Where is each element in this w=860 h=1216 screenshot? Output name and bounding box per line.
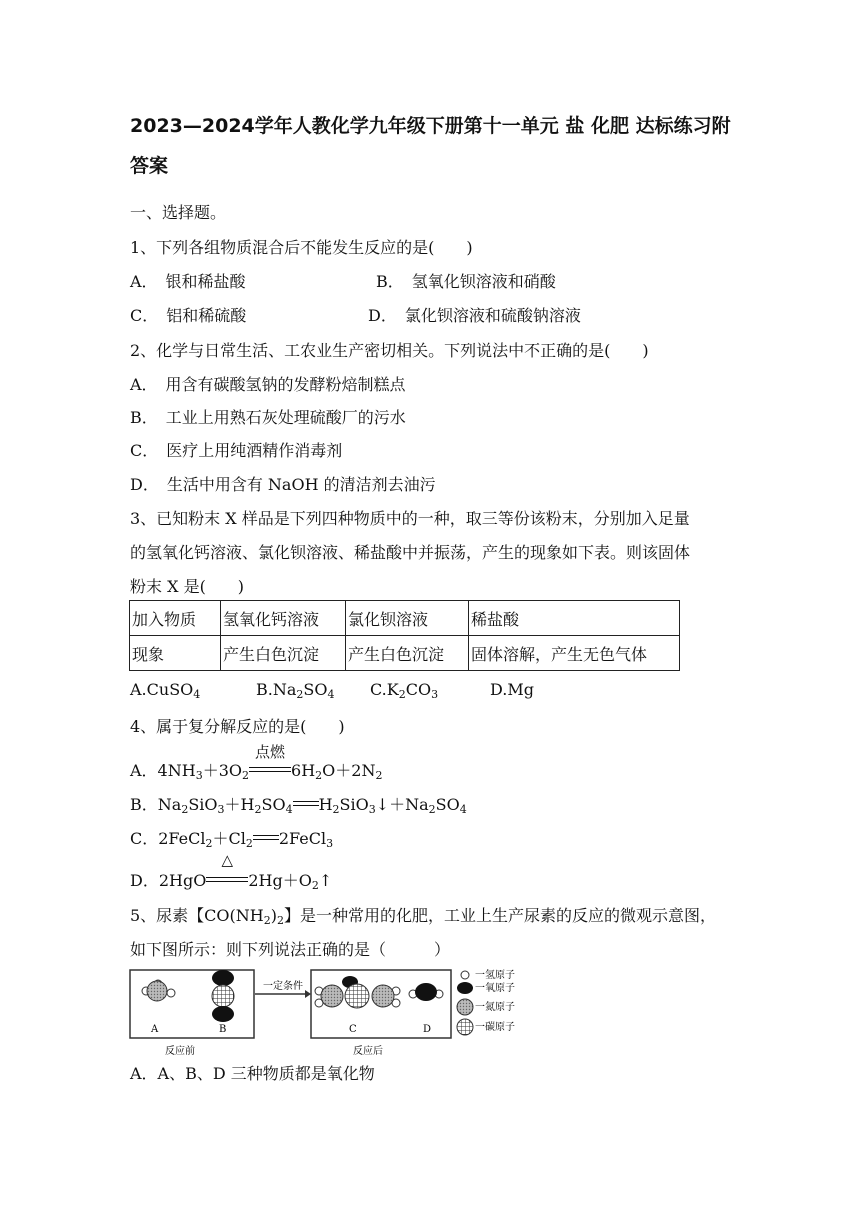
question-2-stem: 2、化学与日常生活、工农业生产密切相关。下列说法中不正确的是( ) [130, 341, 649, 360]
before-caption: 反应前 [165, 1046, 195, 1057]
q3-option-a: A.CuSO$_4$ [130, 680, 201, 701]
q2-option-b: B． 工业上用熟石灰处理硫酸厂的污水 [130, 408, 406, 427]
legend-oxygen: 一氧原子 [475, 983, 515, 994]
q1-option-c: C． 铝和稀硫酸 [130, 306, 247, 325]
table-cell: 加入物质 [130, 601, 221, 636]
question-5-line1: 5、尿素【$CO(NH_2)_2$】是一种常用的化肥，工业上生产尿素的反应的微观示意图， [130, 906, 717, 927]
molecule-c [315, 976, 400, 1008]
table-cell: 氢氧化钙溶液 [221, 601, 346, 636]
table-cell: 产生白色沉淀 [346, 636, 469, 671]
molecule-b [212, 970, 234, 1022]
question-3-line1: 3、已知粉末 X 样品是下列四种物质中的一种，取三等份该粉末，分别加入足量 [130, 509, 690, 528]
question-1-stem: 1、下列各组物质混合后不能发生反应的是( ) [130, 238, 473, 257]
table-cell: 现象 [130, 636, 221, 671]
q1-option-b: B． 氢氧化钡溶液和硝酸 [376, 272, 556, 291]
q1-option-a: A． 银和稀盐酸 [130, 272, 246, 291]
q1-option-d: D． 氯化钡溶液和硫酸钠溶液 [368, 306, 581, 325]
arrow-label: 一定条件 [263, 981, 303, 992]
reaction-condition [249, 743, 291, 780]
legend-hydrogen: 一氢原子 [475, 970, 515, 981]
before-box [130, 970, 254, 1038]
q4-option-d: D．2HgO △ $2Hg+O_2↑$ [130, 851, 333, 892]
reaction-micro-diagram [129, 966, 541, 1058]
q3-results-table [129, 600, 680, 671]
reaction-condition [206, 851, 248, 890]
question-5-line2: 如下图所示：则下列说法正确的是（ ） [130, 940, 451, 959]
label-a: A [151, 1024, 159, 1035]
q5-option-a: A．A、B、D 三种物质都是氧化物 [130, 1064, 375, 1083]
question-3-line3: 粉末 X 是( ) [130, 577, 245, 596]
table-cell: 氯化钡溶液 [346, 601, 469, 636]
table-cell: 固体溶解，产生无色气体 [469, 636, 680, 671]
legend-nitrogen: 一氮原子 [475, 1002, 515, 1013]
label-c: C [349, 1024, 357, 1035]
condition-label: 点燃 [255, 743, 286, 761]
q4-option-a: A．$4NH_3+3O_2$ 点燃 $6H_2O+2N_2$ [130, 743, 383, 782]
q3-option-d: D.Mg [490, 680, 534, 699]
molecule-d [409, 983, 443, 1001]
question-4-stem: 4、属于复分解反应的是( ) [130, 717, 345, 736]
question-3-line2: 的氢氧化钙溶液、氯化钡溶液、稀盐酸中并振荡，产生的现象如下表。则该固体 [130, 543, 691, 562]
table-row [130, 636, 680, 671]
table-cell: 产生白色沉淀 [221, 636, 346, 671]
legend-carbon: 一碳原子 [475, 1022, 515, 1033]
table-cell: 稀盐酸 [469, 601, 680, 636]
q3-option-b: $B.Na_2SO_4$ [256, 680, 335, 701]
document-title: 2023—2024学年人教化学九年级下册第十一单元 盐 化肥 达标练习附答案 [130, 115, 731, 177]
q2-option-a: A． 用含有碳酸氢钠的发酵粉焙制糕点 [130, 375, 406, 394]
section-heading: 一、选择题。 [130, 203, 227, 222]
condition-label: △ [221, 851, 234, 869]
table-header-row [130, 601, 680, 636]
q4-option-c: C．$2FeCl_2+Cl_2$ 2FeCl$_3$ [130, 829, 334, 850]
label-d: D [423, 1024, 432, 1035]
q2-option-c: C． 医疗上用纯酒精作消毒剂 [130, 441, 343, 460]
molecule-a [142, 980, 175, 1001]
q2-option-d: D． 生活中用含有 NaOH 的清洁剂去油污 [130, 475, 436, 494]
q4-option-b: B．$Na_2SiO_3+H_2SO_4$ $H_2SiO_3↓+Na_2SO_4$ [130, 795, 467, 816]
label-b: B [219, 1024, 227, 1035]
q3-option-c: $C.K_2CO_3$ [370, 680, 439, 701]
after-caption: 反应后 [353, 1046, 383, 1057]
legend [457, 968, 515, 1035]
